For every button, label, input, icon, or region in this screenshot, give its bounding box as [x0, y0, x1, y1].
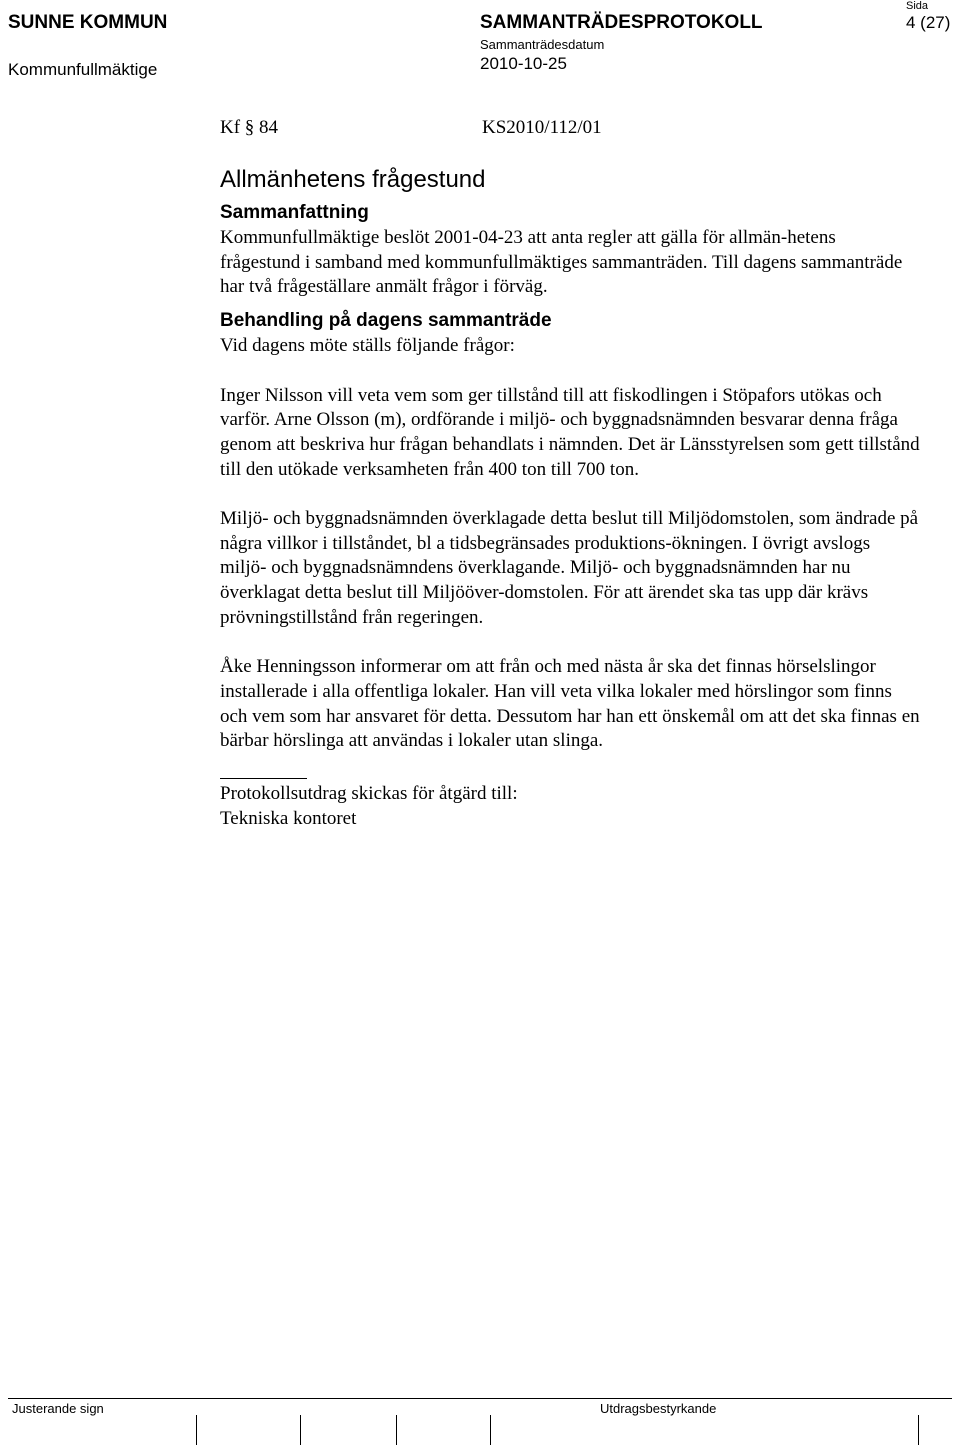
page-number: 4 (27) [906, 13, 951, 32]
organization-name: SUNNE KOMMUN [8, 12, 168, 33]
signature-box-divider [918, 1415, 919, 1445]
reference-line [220, 116, 920, 140]
meeting-date-label: Sammanträdesdatum [480, 37, 605, 52]
case-number: KS2010/112/01 [482, 117, 602, 138]
paragraph-ref: Kf § 84 [220, 117, 279, 138]
summary-text: Kommunfullmäktige beslöt 2001-04-23 att anta regler att gälla för allmän-hetens frågestund i samband med kommunfullmäktiges sammanträden. Till dagens sammanträde har två frågeställare anmält frågor i förväg. [220, 227, 903, 298]
signature-box-divider [490, 1415, 491, 1445]
meeting-date: 2010-10-25 [480, 54, 567, 73]
distribution-recipient: Tekniska kontoret [220, 807, 357, 829]
page-label: Sida [906, 0, 929, 12]
distribution-label: Protokollsutdrag skickas för åtgärd till: [220, 783, 518, 805]
question-paragraph-1: Inger Nilsson vill veta vem som ger tillstånd till att fiskodlingen i Stöpafors utökas och varför. Arne Olsson (m), ordförande i miljö- och byggnadsnämnden besvarar denna fråga genom att beskriva hur frågan behandlats i nämnden. Det är Länsstyrelsen som gett tillstånd till den utökade verksamheten från 400 ton till 700 ton. [220, 384, 920, 480]
signature-box-divider [196, 1415, 197, 1445]
signature-box-divider [300, 1415, 301, 1445]
separator-rule [220, 778, 307, 779]
signature-box-divider [396, 1415, 397, 1445]
summary-heading: Sammanfattning [220, 202, 369, 223]
extract-certification-label: Utdragsbestyrkande [600, 1401, 717, 1416]
question-paragraph-2: Miljö- och byggnadsnämnden överklagade detta beslut till Miljödomstolen, som ändrade på några villkor i tillståndet, bl a tidsbegränsades produktions-ökningen. I övrigt avslogs miljö- och byggnadsnämndens överklagande. Miljö- och byggnadsnämnden har nu överklagat detta beslut till Miljööver-domstolen. För att ärendet ska tas upp där krävs prövningstillstånd från regeringen. [220, 508, 919, 628]
treatment-heading: Behandling på dagens sammanträde [220, 310, 552, 332]
item-title: Allmänhetens frågestund [220, 166, 486, 193]
document-type: SAMMANTRÄDESPROTOKOLL [480, 12, 763, 33]
treatment-intro: Vid dagens möte ställs följande frågor: [220, 335, 515, 357]
question-paragraph-3: Åke Henningsson informerar om att från och med nästa år ska det finnas hörselslingor installerade i alla offentliga lokaler. Han vill veta vilka lokaler med hörslingor som finns och vem som har ansvaret för detta. Dessutom har han ett önskemål om att det ska finnas en bärbar hörslinga att användas i lokaler utan slinga. [220, 656, 920, 752]
document-body [220, 116, 920, 831]
signature-footer [8, 1398, 952, 1447]
adjusting-signature-label: Justerande sign [12, 1401, 104, 1416]
body-name: Kommunfullmäktige [8, 60, 158, 79]
